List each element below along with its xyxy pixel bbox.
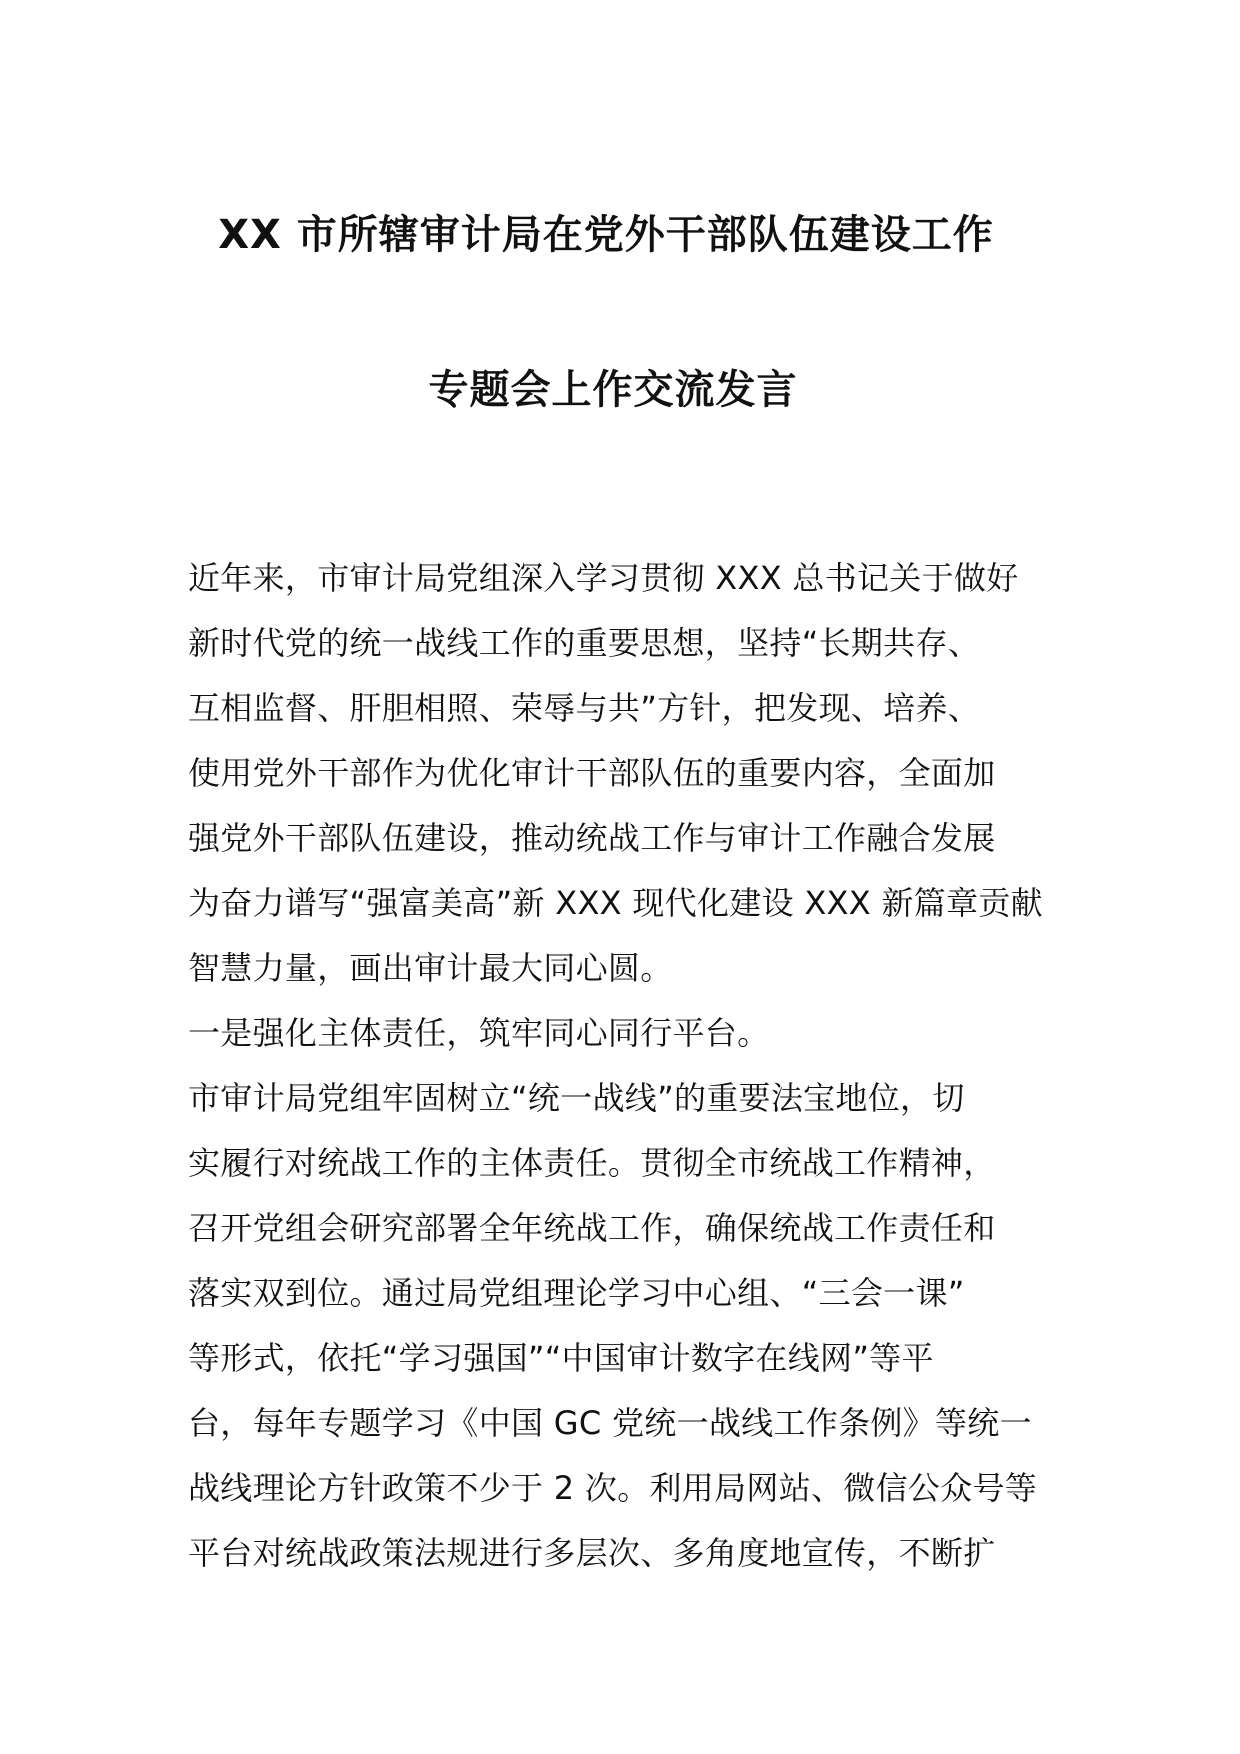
document-body — [188, 546, 1068, 1586]
section-heading: 一是强化主体责任，筑牢同心同行平台。 — [188, 1014, 770, 1052]
document-title-line-1: XX 市所辖审计局在党外干部队伍建设工作 — [218, 212, 994, 258]
body-line-10: 实履行对统战工作的主体责任。贯彻全市统战工作精神， — [188, 1144, 996, 1182]
body-line-3: 互相监督、肝胆相照、荣辱与共”方针，把发现、培养、 — [188, 689, 981, 727]
body-line-9: 市审计局党组牢固树立“统一战线”的重要法宝地位，切 — [188, 1079, 965, 1117]
body-line-14: 台，每年专题学习《中国 GC 党统一战线工作条例》等统一 — [188, 1404, 1032, 1442]
body-line-15: 战线理论方针政策不少于 2 次。利用局网站、微信公众号等 — [188, 1469, 1038, 1507]
body-line-4: 使用党外干部作为优化审计干部队伍的重要内容，全面加 — [188, 754, 996, 792]
body-line-6: 为奋力谱写“强富美高”新 XXX 现代化建设 XXX 新篇章贡献 — [188, 884, 1043, 922]
body-line-11: 召开党组会研究部署全年统战工作，确保统战工作责任和 — [188, 1209, 996, 1247]
body-line-5: 强党外干部队伍建设，推动统战工作与审计工作融合发展 — [188, 819, 996, 857]
document-title-line-2: 专题会上作交流发言 — [428, 367, 798, 413]
body-line-16: 平台对统战政策法规进行多层次、多角度地宣传，不断扩 — [188, 1534, 996, 1572]
body-line-2: 新时代党的统一战线工作的重要思想，坚持“长期共存、 — [188, 624, 981, 662]
body-line-7: 智慧力量，画出审计最大同心圆。 — [188, 949, 673, 987]
body-line-1: 近年来，市审计局党组深入学习贯彻 XXX 总书记关于做好 — [188, 559, 1019, 597]
body-line-12: 落实双到位。通过局党组理论学习中心组、“三会一课” — [188, 1274, 965, 1312]
body-line-13: 等形式，依托“学习强国”“中国审计数字在线网”等平 — [188, 1339, 934, 1377]
